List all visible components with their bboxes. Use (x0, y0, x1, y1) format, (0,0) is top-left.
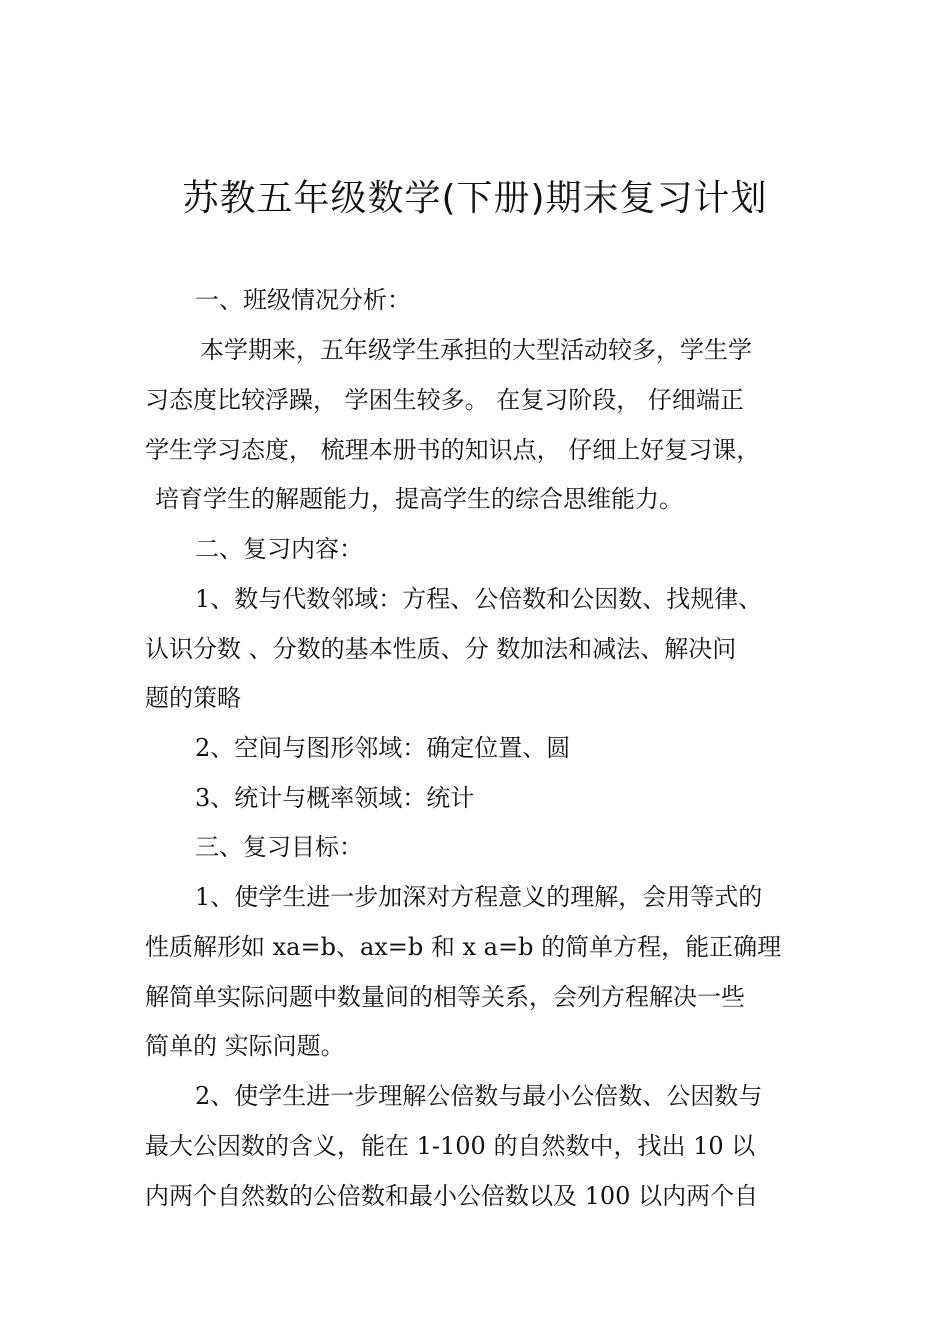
paragraph-line: 2、使学生进一步理解公倍数与最小公倍数、公因数与 (195, 1082, 763, 1110)
paragraph-line: 习态度比较浮躁， 学困生较多。 在复习阶段， 仔细端正 (145, 386, 744, 414)
paragraph-line: 题的策略 (145, 684, 241, 712)
paragraph-line: 内两个自然数的公倍数和最小公倍数以及 100 以内两个自 (145, 1182, 759, 1210)
paragraph-line: 性质解形如 xa=b、ax=b 和 x a=b 的简单方程，能正确理 (145, 933, 782, 961)
document-title: 苏教五年级数学(下册)期末复习计划 (182, 178, 768, 219)
paragraph-line: 认识分数 、分数的基本性质、分 数加法和减法、解决问 (145, 635, 737, 663)
paragraph-line: 解简单实际问题中数量间的相等关系，会列方程解决一些 (145, 983, 745, 1011)
section-heading-review-goals: 三、复习目标： (195, 833, 363, 861)
paragraph-line: 1、数与代数邻域：方程、公倍数和公因数、找规律、 (195, 585, 763, 613)
paragraph-line: 培育学生的解题能力，提高学生的综合思维能力。 (155, 485, 683, 513)
paragraph-line: 3、统计与概率领域：统计 (195, 784, 475, 812)
paragraph-line: 本学期来，五年级学生承担的大型活动较多，学生学 (200, 336, 752, 364)
paragraph-line: 2、空间与图形邻域：确定位置、圆 (195, 734, 571, 762)
paragraph-line: 简单的 实际问题。 (145, 1032, 345, 1060)
paragraph-line: 最大公因数的含义，能在 1-100 的自然数中，找出 10 以 (145, 1132, 756, 1160)
section-heading-review-content: 二、复习内容： (195, 535, 363, 563)
paragraph-line: 学生学习态度， 梳理本册书的知识点， 仔细上好复习课， (145, 436, 761, 464)
section-heading-class-analysis: 一、班级情况分析： (195, 286, 411, 314)
paragraph-line: 1、使学生进一步加深对方程意义的理解，会用等式的 (195, 883, 763, 911)
